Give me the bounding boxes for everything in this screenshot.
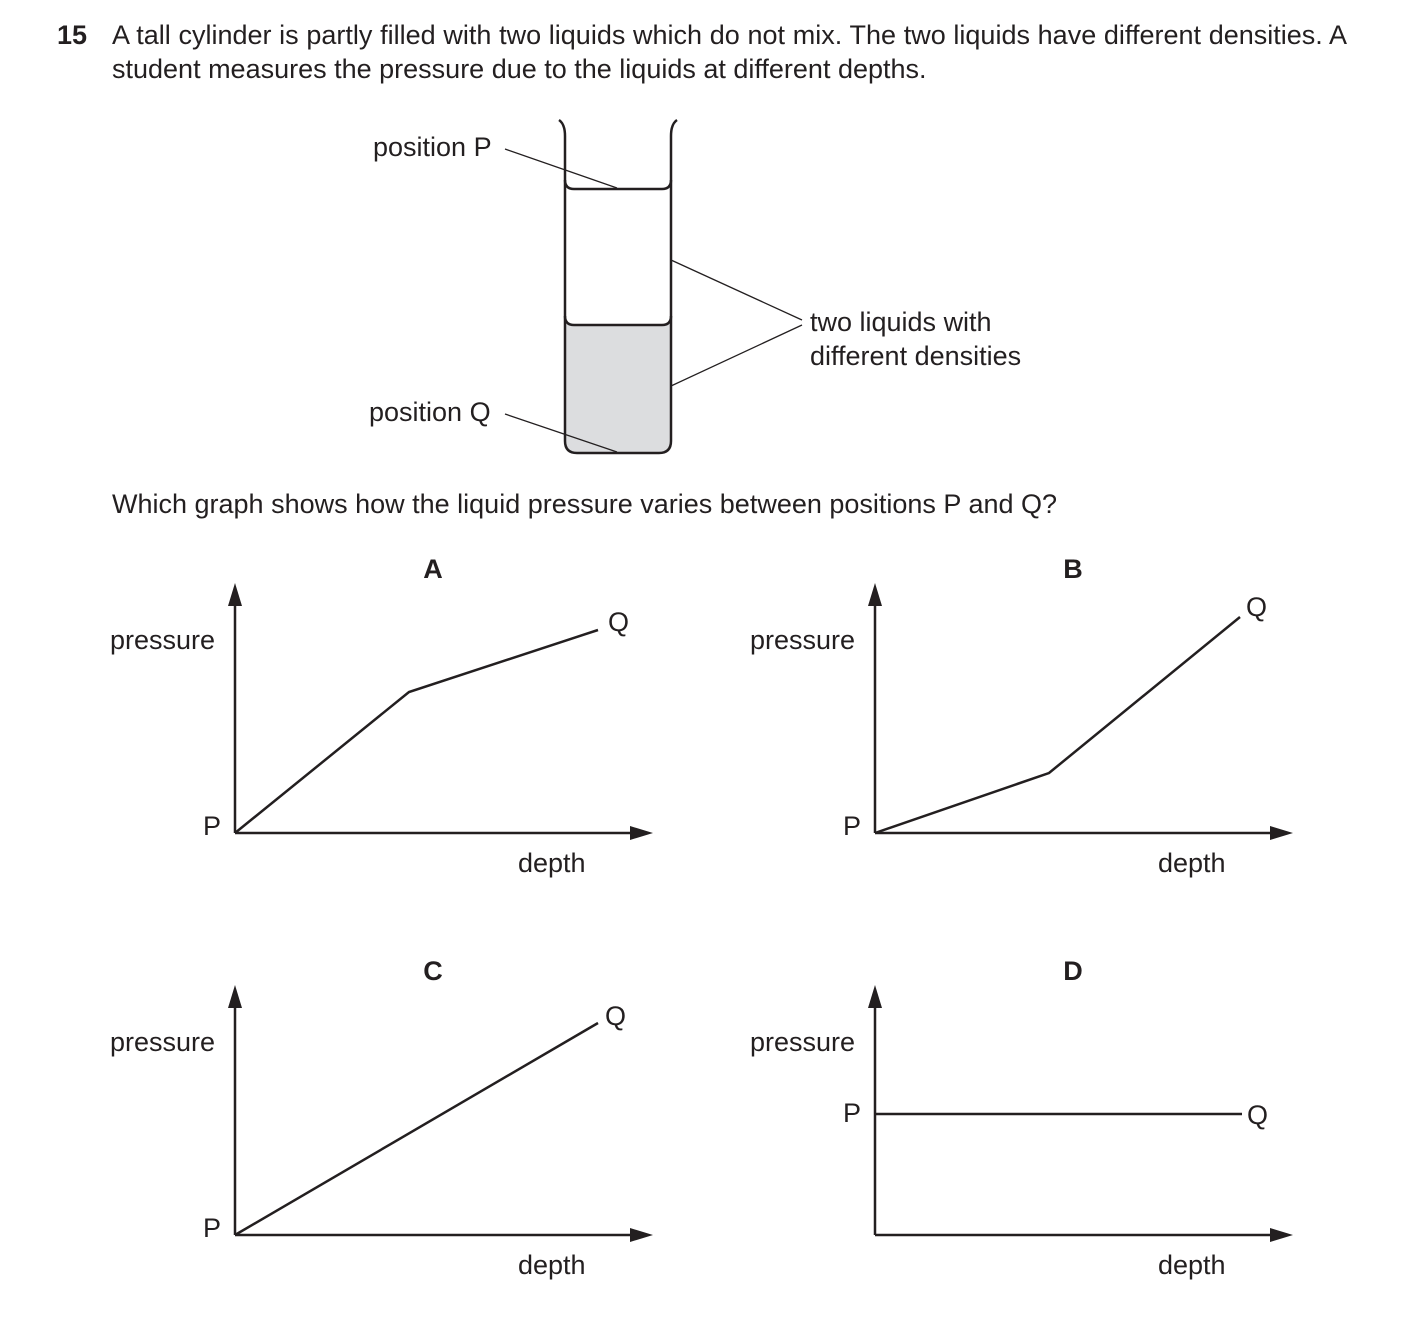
end-label: Q xyxy=(608,607,630,637)
option-label: B xyxy=(1063,554,1083,584)
x-axis-arrow-icon xyxy=(1270,1228,1293,1242)
x-axis-label: depth xyxy=(1158,848,1226,878)
y-axis-label: pressure xyxy=(750,625,856,655)
end-label: Q xyxy=(1246,592,1268,622)
end-label: Q xyxy=(1247,1100,1269,1130)
start-label: P xyxy=(843,811,862,841)
liquids-label-line1: two liquids with xyxy=(810,307,992,337)
start-label: P xyxy=(203,1213,222,1243)
x-axis-label: depth xyxy=(1158,1250,1226,1280)
start-label: P xyxy=(203,811,222,841)
liquids-label-line2: different densities xyxy=(810,341,1022,371)
question-prompt: Which graph shows how the liquid pressure varies between positions P and Q? xyxy=(112,489,1058,519)
y-axis-arrow-icon xyxy=(868,985,882,1008)
option-label: A xyxy=(423,554,443,584)
end-label: Q xyxy=(605,1001,627,1031)
y-axis-label: pressure xyxy=(750,1027,856,1057)
x-axis-label: depth xyxy=(518,848,586,878)
option-label: C xyxy=(423,956,443,986)
start-label: P xyxy=(843,1098,862,1128)
position-p-label: position P xyxy=(373,132,492,162)
y-axis-label: pressure xyxy=(110,1027,216,1057)
question-stem: A tall cylinder is partly filled with two liquids which do not mix. The two liquids have different densities. A student measures the pressure due to the liquids at different depths. xyxy=(112,20,1347,84)
x-axis-label: depth xyxy=(518,1250,586,1280)
question-number: 15 xyxy=(57,20,88,50)
option-label: D xyxy=(1063,956,1083,986)
y-axis-label: pressure xyxy=(110,625,216,655)
position-q-label: position Q xyxy=(369,397,491,427)
